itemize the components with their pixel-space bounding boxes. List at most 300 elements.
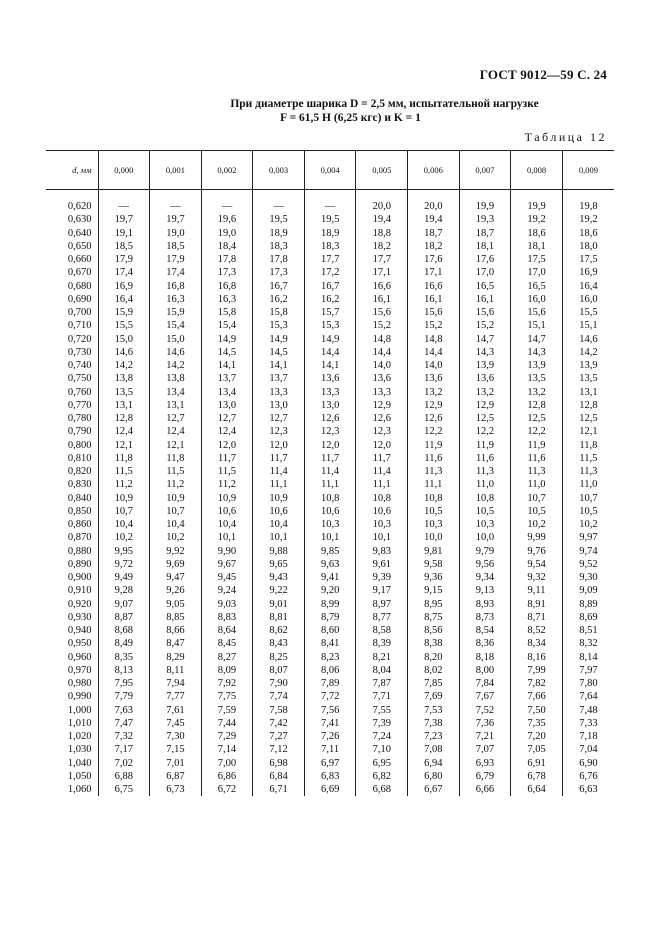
- row-diameter-cell: 0,900: [67, 572, 92, 584]
- hardness-value-cell: 14,4: [408, 346, 460, 359]
- hardness-value-cell: 18,0: [562, 240, 614, 253]
- hardness-value-cell: 8,91: [511, 598, 563, 611]
- hardness-value-cell: 8,60: [304, 624, 356, 637]
- hardness-value-cell: 9,28: [98, 584, 150, 597]
- hardness-value-cell: 14,8: [408, 333, 460, 346]
- hardness-value-cell: 8,64: [201, 624, 253, 637]
- hardness-value-cell: 17,7: [304, 253, 356, 266]
- hardness-value-cell: 8,06: [304, 664, 356, 677]
- hardness-value-cell: 10,7: [98, 505, 150, 518]
- hardness-value-cell: 10,8: [304, 492, 356, 505]
- hardness-value-cell: 20,0: [408, 190, 460, 214]
- hardness-value-cell: 9,13: [459, 584, 511, 597]
- hardness-value-cell: 10,3: [356, 518, 408, 531]
- hardness-value-cell: 10,3: [304, 518, 356, 531]
- row-diameter-cell: 0,970: [67, 664, 92, 676]
- row-diameter-cell: 0,980: [67, 678, 92, 690]
- hardness-value-cell: 15,6: [356, 306, 408, 319]
- hardness-value-cell: 7,97: [562, 664, 614, 677]
- table-row: [46, 190, 614, 214]
- hardness-value-cell: 10,1: [304, 531, 356, 544]
- hardness-value-cell: 9,05: [150, 598, 202, 611]
- hardness-value-cell: 10,1: [253, 531, 305, 544]
- hardness-value-cell: 11,3: [408, 465, 460, 478]
- row-diameter-cell: 0,780: [67, 413, 92, 425]
- row-diameter-cell: 0,990: [67, 691, 92, 703]
- table-row: [46, 717, 614, 730]
- hardness-value-cell: 18,2: [408, 240, 460, 253]
- hardness-value-cell: 8,04: [356, 664, 408, 677]
- table-row: [46, 412, 614, 425]
- table-row: [46, 690, 614, 703]
- table-row: [46, 240, 614, 253]
- hardness-value-cell: 15,5: [98, 319, 150, 332]
- row-diameter-cell: 0,960: [67, 651, 92, 663]
- hardness-value-cell: 16,6: [356, 280, 408, 293]
- hardness-value-cell: 8,07: [253, 664, 305, 677]
- row-diameter-cell: 0,650: [67, 240, 92, 252]
- table-header-row: [46, 151, 614, 190]
- row-diameter-cell: 1,050: [67, 770, 92, 782]
- hardness-value-cell: 10,9: [201, 492, 253, 505]
- hardness-value-cell: 11,9: [511, 439, 563, 452]
- row-diameter-cell: 0,940: [67, 625, 92, 637]
- hardness-value-cell: 11,8: [150, 452, 202, 465]
- hardness-value-cell: 13,2: [511, 386, 563, 399]
- hardness-value-cell: 13,6: [356, 372, 408, 385]
- hardness-value-cell: 8,73: [459, 611, 511, 624]
- hardness-value-cell: 7,52: [459, 704, 511, 717]
- hardness-value-cell: 19,7: [98, 213, 150, 226]
- hardness-value-cell: 12,4: [98, 425, 150, 438]
- hardness-value-cell: 10,2: [150, 531, 202, 544]
- row-diameter-cell: 1,010: [67, 717, 92, 729]
- column-header-increment: 0,003: [253, 151, 305, 190]
- hardness-value-cell: 8,34: [511, 637, 563, 650]
- hardness-value-cell: 12,9: [408, 399, 460, 412]
- hardness-value-cell: 19,8: [562, 190, 614, 214]
- hardness-value-cell: 15,6: [459, 306, 511, 319]
- hardness-value-cell: 6,72: [201, 783, 253, 796]
- hardness-value-cell: 6,98: [253, 757, 305, 770]
- hardness-value-cell: 9,54: [511, 558, 563, 571]
- hardness-value-cell: 7,67: [459, 690, 511, 703]
- hardness-value-cell: 8,32: [562, 637, 614, 650]
- hardness-value-cell: 12,6: [408, 412, 460, 425]
- hardness-value-cell: 9,97: [562, 531, 614, 544]
- row-diameter-cell: 0,690: [67, 293, 92, 305]
- hardness-value-cell: 7,79: [98, 690, 150, 703]
- hardness-value-cell: 8,36: [459, 637, 511, 650]
- hardness-value-cell: 8,83: [201, 611, 253, 624]
- hardness-value-cell: 10,4: [150, 518, 202, 531]
- table-row: [46, 213, 614, 226]
- table-row: [46, 386, 614, 399]
- hardness-value-cell: 14,9: [304, 333, 356, 346]
- hardness-value-cell: 19,0: [150, 227, 202, 240]
- hardness-value-cell: 13,1: [98, 399, 150, 412]
- hardness-value-cell: 13,6: [304, 372, 356, 385]
- hardness-value-cell: 9,39: [356, 571, 408, 584]
- table-row: [46, 359, 614, 372]
- hardness-value-cell: 9,03: [201, 598, 253, 611]
- hardness-value-cell: 6,84: [253, 770, 305, 783]
- hardness-value-cell: 7,20: [511, 730, 563, 743]
- hardness-value-cell: 7,17: [98, 743, 150, 756]
- hardness-value-cell: 11,5: [562, 452, 614, 465]
- hardness-value-cell: 12,3: [253, 425, 305, 438]
- hardness-value-cell: 9,99: [511, 531, 563, 544]
- hardness-value-cell: 18,3: [253, 240, 305, 253]
- hardness-value-cell: 8,69: [562, 611, 614, 624]
- table-row: [46, 770, 614, 783]
- hardness-value-cell: 7,38: [408, 717, 460, 730]
- hardness-value-cell: 18,3: [304, 240, 356, 253]
- hardness-value-cell: 15,5: [562, 306, 614, 319]
- hardness-value-cell: 13,2: [408, 386, 460, 399]
- hardness-value-cell: 9,24: [201, 584, 253, 597]
- hardness-value-cell: 19,5: [304, 213, 356, 226]
- hardness-value-cell: 12,9: [356, 399, 408, 412]
- hardness-value-cell: 15,0: [98, 333, 150, 346]
- hardness-value-cell: 13,5: [562, 372, 614, 385]
- table-row: [46, 319, 614, 332]
- hardness-value-cell: 10,0: [408, 531, 460, 544]
- hardness-value-cell: 6,93: [459, 757, 511, 770]
- hardness-value-cell: 17,2: [304, 266, 356, 279]
- hardness-value-cell: 7,69: [408, 690, 460, 703]
- table-row: [46, 452, 614, 465]
- hardness-value-cell: 12,4: [150, 425, 202, 438]
- hardness-value-cell: 7,72: [304, 690, 356, 703]
- hardness-value-cell: 17,3: [253, 266, 305, 279]
- hardness-value-cell: 9,32: [511, 571, 563, 584]
- hardness-value-cell: 8,25: [253, 651, 305, 664]
- hardness-value-cell: 9,52: [562, 558, 614, 571]
- hardness-value-cell: 8,27: [201, 651, 253, 664]
- hardness-value-cell: 12,8: [98, 412, 150, 425]
- hardness-value-cell: 15,8: [201, 306, 253, 319]
- hardness-value-cell: 15,1: [562, 319, 614, 332]
- hardness-value-cell: 11,1: [304, 478, 356, 491]
- row-diameter-cell: 0,930: [67, 611, 92, 623]
- hardness-value-cell: 7,45: [150, 717, 202, 730]
- hardness-value-cell: 18,1: [511, 240, 563, 253]
- hardness-value-cell: 9,76: [511, 545, 563, 558]
- hardness-value-cell: 7,95: [98, 677, 150, 690]
- hardness-value-cell: —: [253, 190, 305, 214]
- hardness-value-cell: 13,8: [150, 372, 202, 385]
- hardness-value-cell: 13,0: [253, 399, 305, 412]
- hardness-value-cell: 19,6: [201, 213, 253, 226]
- hardness-value-cell: 7,85: [408, 677, 460, 690]
- row-diameter-cell: 1,000: [67, 704, 92, 716]
- hardness-value-cell: 7,01: [150, 757, 202, 770]
- row-diameter-cell: 0,880: [67, 545, 92, 557]
- hardness-value-cell: 16,9: [98, 280, 150, 293]
- hardness-value-cell: 11,0: [459, 478, 511, 491]
- hardness-value-cell: 12,5: [562, 412, 614, 425]
- hardness-value-cell: 19,2: [511, 213, 563, 226]
- hardness-value-cell: 8,11: [150, 664, 202, 677]
- hardness-value-cell: 12,7: [253, 412, 305, 425]
- hardness-value-cell: 12,2: [459, 425, 511, 438]
- hardness-value-cell: 14,2: [562, 346, 614, 359]
- hardness-value-cell: 10,9: [253, 492, 305, 505]
- hardness-value-cell: 11,3: [562, 465, 614, 478]
- hardness-value-cell: 9,72: [98, 558, 150, 571]
- hardness-value-cell: 10,0: [459, 531, 511, 544]
- hardness-value-cell: 19,7: [150, 213, 202, 226]
- hardness-value-cell: 9,17: [356, 584, 408, 597]
- hardness-value-cell: 13,4: [150, 386, 202, 399]
- hardness-value-cell: 13,3: [356, 386, 408, 399]
- hardness-value-cell: 6,94: [408, 757, 460, 770]
- hardness-value-cell: 8,20: [408, 651, 460, 664]
- hardness-value-cell: 7,50: [511, 704, 563, 717]
- row-diameter-cell: 0,950: [67, 638, 92, 650]
- hardness-value-cell: 9,63: [304, 558, 356, 571]
- hardness-value-cell: 9,26: [150, 584, 202, 597]
- hardness-value-cell: 6,91: [511, 757, 563, 770]
- hardness-value-cell: 8,45: [201, 637, 253, 650]
- hardness-value-cell: 15,1: [511, 319, 563, 332]
- hardness-value-cell: 9,79: [459, 545, 511, 558]
- hardness-value-cell: 6,66: [459, 783, 511, 796]
- hardness-value-cell: 6,88: [98, 770, 150, 783]
- hardness-value-cell: 11,2: [150, 478, 202, 491]
- hardness-value-cell: 9,22: [253, 584, 305, 597]
- hardness-value-cell: 15,2: [459, 319, 511, 332]
- hardness-value-cell: 11,2: [98, 478, 150, 491]
- table-row: [46, 253, 614, 266]
- hardness-value-cell: 11,5: [150, 465, 202, 478]
- hardness-value-cell: 10,5: [562, 505, 614, 518]
- table-row: [46, 399, 614, 412]
- hardness-value-cell: 7,84: [459, 677, 511, 690]
- hardness-value-cell: 14,4: [304, 346, 356, 359]
- hardness-value-cell: 7,21: [459, 730, 511, 743]
- row-diameter-cell: 0,860: [67, 519, 92, 531]
- row-diameter-cell: 0,720: [67, 333, 92, 345]
- column-header-increment: 0,001: [150, 151, 202, 190]
- row-diameter-cell: 0,660: [67, 254, 92, 266]
- hardness-value-cell: 10,9: [98, 492, 150, 505]
- hardness-value-cell: 19,4: [356, 213, 408, 226]
- hardness-value-cell: 13,8: [98, 372, 150, 385]
- hardness-value-cell: 8,66: [150, 624, 202, 637]
- hardness-value-cell: 15,6: [511, 306, 563, 319]
- hardness-value-cell: 9,01: [253, 598, 305, 611]
- hardness-value-cell: 14,4: [356, 346, 408, 359]
- row-diameter-cell: 0,820: [67, 466, 92, 478]
- hardness-value-cell: 10,1: [201, 531, 253, 544]
- hardness-value-cell: 9,34: [459, 571, 511, 584]
- hardness-value-cell: 7,23: [408, 730, 460, 743]
- hardness-value-cell: 14,2: [98, 359, 150, 372]
- hardness-value-cell: 14,2: [150, 359, 202, 372]
- hardness-value-cell: 17,3: [201, 266, 253, 279]
- hardness-value-cell: 17,1: [408, 266, 460, 279]
- hardness-value-cell: 6,87: [150, 770, 202, 783]
- hardness-value-cell: 11,1: [253, 478, 305, 491]
- hardness-value-cell: 18,8: [356, 227, 408, 240]
- hardness-value-cell: 7,48: [562, 704, 614, 717]
- hardness-value-cell: —: [98, 190, 150, 214]
- hardness-value-cell: 8,16: [511, 651, 563, 664]
- hardness-value-cell: 8,87: [98, 611, 150, 624]
- hardness-value-cell: 12,5: [511, 412, 563, 425]
- row-diameter-cell: 0,620: [67, 201, 92, 213]
- hardness-value-cell: 14,3: [511, 346, 563, 359]
- hardness-value-cell: 10,5: [408, 505, 460, 518]
- hardness-value-cell: 14,3: [459, 346, 511, 359]
- table-row: [46, 346, 614, 359]
- hardness-value-cell: 6,80: [408, 770, 460, 783]
- hardness-value-cell: 9,45: [201, 571, 253, 584]
- hardness-value-cell: 14,9: [201, 333, 253, 346]
- hardness-value-cell: 17,7: [356, 253, 408, 266]
- row-diameter-cell: 0,830: [67, 479, 92, 491]
- hardness-value-cell: 8,95: [408, 598, 460, 611]
- hardness-value-cell: 7,92: [201, 677, 253, 690]
- hardness-value-cell: 12,5: [459, 412, 511, 425]
- hardness-value-cell: 15,6: [408, 306, 460, 319]
- hardness-value-cell: 12,7: [201, 412, 253, 425]
- hardness-value-cell: 16,6: [408, 280, 460, 293]
- hardness-value-cell: 8,00: [459, 664, 511, 677]
- hardness-value-cell: 13,9: [562, 359, 614, 372]
- hardness-value-cell: 16,3: [150, 293, 202, 306]
- hardness-value-cell: 11,8: [98, 452, 150, 465]
- row-diameter-cell: 0,630: [67, 214, 92, 226]
- hardness-value-cell: 17,0: [459, 266, 511, 279]
- hardness-value-cell: 12,2: [408, 425, 460, 438]
- hardness-value-cell: 18,9: [304, 227, 356, 240]
- hardness-value-cell: 8,39: [356, 637, 408, 650]
- table-row: [46, 293, 614, 306]
- hardness-value-cell: 15,4: [201, 319, 253, 332]
- table-row: [46, 425, 614, 438]
- hardness-value-cell: 8,43: [253, 637, 305, 650]
- hardness-value-cell: 11,3: [459, 465, 511, 478]
- hardness-value-cell: 9,85: [304, 545, 356, 558]
- hardness-value-cell: 8,58: [356, 624, 408, 637]
- hardness-value-cell: 7,29: [201, 730, 253, 743]
- row-diameter-cell: 0,680: [67, 280, 92, 292]
- hardness-value-cell: 8,18: [459, 651, 511, 664]
- hardness-value-cell: 10,9: [150, 492, 202, 505]
- hardness-value-cell: 11,4: [253, 465, 305, 478]
- hardness-value-cell: 14,7: [459, 333, 511, 346]
- hardness-value-cell: 14,1: [253, 359, 305, 372]
- hardness-value-cell: 19,0: [201, 227, 253, 240]
- hardness-value-cell: 18,5: [150, 240, 202, 253]
- hardness-value-cell: 9,90: [201, 545, 253, 558]
- hardness-value-cell: 13,1: [562, 386, 614, 399]
- hardness-value-cell: 9,61: [356, 558, 408, 571]
- hardness-value-cell: 16,2: [304, 293, 356, 306]
- hardness-value-cell: 10,4: [253, 518, 305, 531]
- hardness-value-cell: 6,90: [562, 757, 614, 770]
- hardness-value-cell: 12,2: [511, 425, 563, 438]
- hardness-value-cell: 13,6: [459, 372, 511, 385]
- row-diameter-cell: 0,760: [67, 386, 92, 398]
- hardness-value-cell: 19,9: [511, 190, 563, 214]
- hardness-value-cell: 7,74: [253, 690, 305, 703]
- hardness-value-cell: —: [201, 190, 253, 214]
- hardness-value-cell: 16,7: [253, 280, 305, 293]
- row-diameter-cell: 0,770: [67, 399, 92, 411]
- row-diameter-cell: 0,920: [67, 598, 92, 610]
- hardness-value-cell: 18,6: [562, 227, 614, 240]
- hardness-value-cell: 16,1: [408, 293, 460, 306]
- hardness-value-cell: 10,3: [408, 518, 460, 531]
- hardness-value-cell: 11,9: [459, 439, 511, 452]
- hardness-value-cell: —: [304, 190, 356, 214]
- hardness-value-cell: 7,07: [459, 743, 511, 756]
- table-row: [46, 531, 614, 544]
- table-row: [46, 492, 614, 505]
- hardness-value-cell: 7,05: [511, 743, 563, 756]
- hardness-value-cell: 12,1: [150, 439, 202, 452]
- table-row: [46, 598, 614, 611]
- hardness-value-cell: 16,8: [201, 280, 253, 293]
- table-row: [46, 624, 614, 637]
- hardness-value-cell: 8,75: [408, 611, 460, 624]
- row-diameter-cell: 1,030: [67, 744, 92, 756]
- hardness-value-cell: 11,0: [562, 478, 614, 491]
- hardness-value-cell: 8,35: [98, 651, 150, 664]
- hardness-value-cell: 8,71: [511, 611, 563, 624]
- hardness-value-cell: 9,69: [150, 558, 202, 571]
- row-diameter-cell: 0,810: [67, 452, 92, 464]
- hardness-value-cell: 7,64: [562, 690, 614, 703]
- table-row: [46, 372, 614, 385]
- hardness-value-cell: 11,7: [253, 452, 305, 465]
- table-row: [46, 677, 614, 690]
- hardness-value-cell: 8,54: [459, 624, 511, 637]
- row-diameter-cell: 0,640: [67, 227, 92, 239]
- hardness-value-cell: 17,0: [511, 266, 563, 279]
- table-row: [46, 439, 614, 452]
- hardness-value-cell: 17,9: [98, 253, 150, 266]
- hardness-value-cell: 10,1: [356, 531, 408, 544]
- hardness-value-cell: 6,75: [98, 783, 150, 796]
- hardness-value-cell: 9,95: [98, 545, 150, 558]
- hardness-value-cell: 15,7: [304, 306, 356, 319]
- hardness-value-cell: 17,8: [253, 253, 305, 266]
- hardness-value-cell: 6,67: [408, 783, 460, 796]
- hardness-value-cell: 6,71: [253, 783, 305, 796]
- hardness-value-cell: 15,9: [150, 306, 202, 319]
- hardness-value-cell: 7,56: [304, 704, 356, 717]
- hardness-table: [46, 150, 614, 796]
- table-label: Таблица 12: [524, 130, 607, 144]
- column-header-increment: 0,000: [98, 151, 150, 190]
- hardness-value-cell: 19,1: [98, 227, 150, 240]
- row-diameter-cell: 0,670: [67, 267, 92, 279]
- hardness-value-cell: 18,5: [98, 240, 150, 253]
- hardness-value-cell: 6,79: [459, 770, 511, 783]
- hardness-value-cell: 16,1: [459, 293, 511, 306]
- hardness-value-cell: 10,4: [98, 518, 150, 531]
- hardness-value-cell: 7,04: [562, 743, 614, 756]
- hardness-value-cell: 7,42: [253, 717, 305, 730]
- hardness-value-cell: 12,6: [304, 412, 356, 425]
- hardness-value-cell: 12,3: [304, 425, 356, 438]
- row-diameter-cell: 0,850: [67, 505, 92, 517]
